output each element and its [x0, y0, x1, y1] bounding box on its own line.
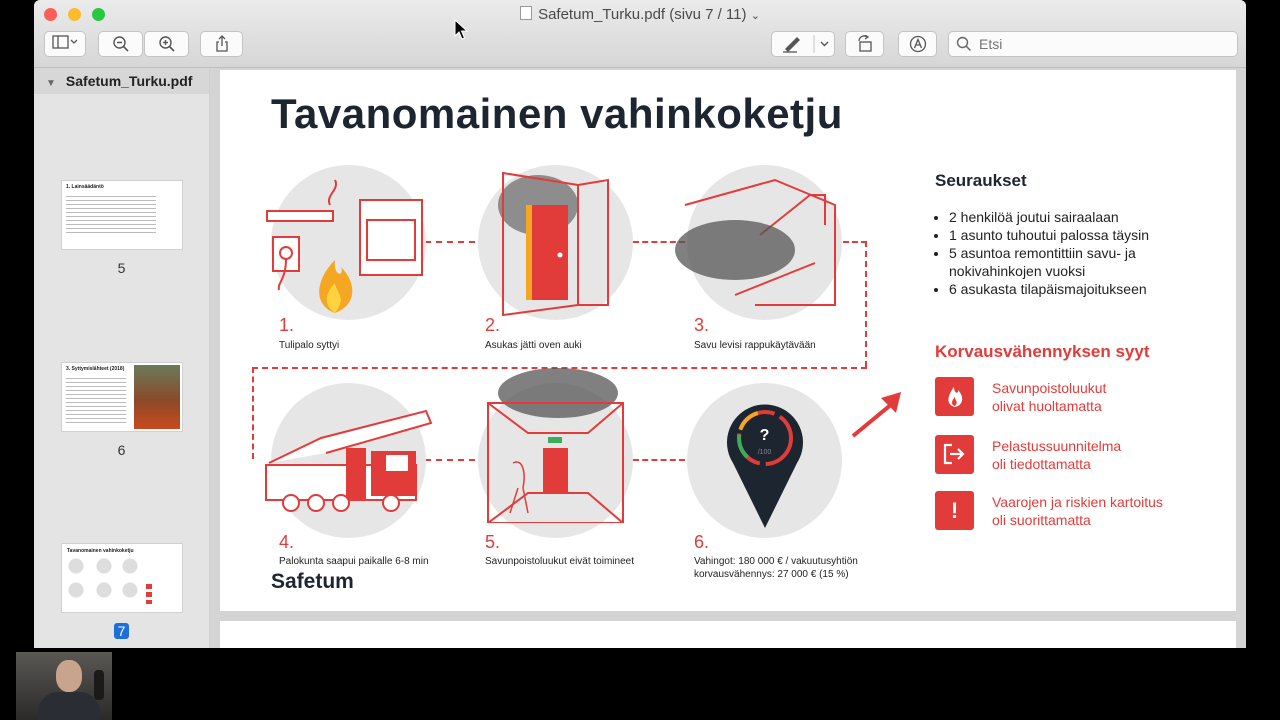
- step-3-illustration: [687, 165, 842, 320]
- thumbnail-text-lines: [66, 375, 126, 425]
- cause-2-line1: Pelastussuunnitelma: [992, 438, 1122, 454]
- step-5-number: 5.: [485, 532, 501, 552]
- sidebar-file-header[interactable]: ▼ Safetum_Turku.pdf: [34, 68, 209, 94]
- rotate-icon: [855, 35, 875, 53]
- thumbnail-heading: 3. Syttymislähteet (2018): [66, 366, 125, 372]
- step-2-illustration: [478, 165, 633, 320]
- thumbnail-photo: [134, 365, 180, 429]
- presenter-head: [56, 660, 82, 692]
- cause-2-line2: oli tiedottamatta: [992, 456, 1091, 472]
- thumbnail-red-markers: [146, 584, 152, 604]
- pen-icon: [775, 35, 831, 53]
- location-pin-icon: [725, 393, 805, 533]
- consequence-item: • 1 asunto tuhoutui palossa täysin: [949, 226, 1149, 244]
- chevron-down-icon: ⌄: [750, 10, 760, 22]
- share-icon: [214, 35, 230, 53]
- zoom-out-icon: [112, 35, 130, 53]
- search-field[interactable]: [948, 31, 1238, 57]
- page-number-6: 6: [117, 442, 126, 458]
- step-2-number: 2.: [485, 315, 501, 335]
- title-bar: [34, 0, 1246, 68]
- page-thumbnail-5[interactable]: [61, 180, 183, 250]
- step-2-label: Asukas jätti oven auki: [485, 340, 582, 351]
- thumbnail-heading: Tavanomainen vahinkoketju: [67, 548, 134, 554]
- fire-scene-icon: [265, 165, 425, 315]
- open-door-icon: [478, 165, 633, 320]
- presenter-mic: [94, 670, 104, 700]
- annotate-button[interactable]: [898, 31, 937, 57]
- connector-left-vertical: [252, 367, 254, 459]
- sidebar-toggle-button[interactable]: [44, 31, 86, 57]
- fire-truck-icon: [261, 393, 456, 513]
- page-thumbnail-7[interactable]: [61, 543, 183, 613]
- causes-heading: Korvausvähennyksen syyt: [935, 342, 1150, 361]
- markup-circle-icon: [908, 35, 928, 53]
- arrow-up-right-icon: [848, 388, 908, 443]
- step-4-number: 4.: [279, 532, 295, 552]
- step-5-label: Savunpoistoluukut eivät toimineet: [485, 556, 634, 567]
- share-button[interactable]: [200, 31, 243, 57]
- zoom-in-button[interactable]: [144, 31, 189, 57]
- preview-window: [34, 0, 1246, 648]
- step-6-number: 6.: [694, 532, 710, 552]
- document-view[interactable]: [210, 68, 1246, 648]
- disclosure-triangle-icon[interactable]: ▼: [46, 78, 56, 89]
- zoom-out-button[interactable]: [98, 31, 143, 57]
- connector-right-vertical: [865, 241, 867, 367]
- window-title[interactable]: Safetum_Turku.pdf (sivu 7 / 11) ⌄: [34, 6, 1246, 23]
- page-number-7-selected: 7: [34, 623, 209, 639]
- cause-item-3: [935, 491, 1205, 531]
- step-6-label-line2: korvausvähennys: 27 000 € (15 %): [694, 569, 849, 580]
- thumbnail-circles: [68, 558, 140, 604]
- cause-3-line1: Vaarojen ja riskien kartoitus: [992, 494, 1163, 510]
- fire-icon: [935, 377, 974, 416]
- exit-icon: [935, 435, 974, 474]
- document-icon: [520, 6, 532, 20]
- markup-toolbar-button[interactable]: [771, 31, 835, 57]
- search-icon: [956, 36, 972, 52]
- webcam-overlay: [16, 652, 112, 720]
- sidebar-icon: [52, 35, 78, 49]
- next-pdf-page: [220, 621, 1236, 648]
- brand-logo: Safetum: [271, 570, 354, 593]
- thumbnail-sidebar: [34, 68, 210, 648]
- consequences-heading: Seuraukset: [935, 171, 1027, 190]
- smoky-corridor-icon: [478, 363, 633, 523]
- search-input[interactable]: [977, 35, 1231, 53]
- thumbnail-heading: 1. Lainsäädäntö: [66, 184, 104, 190]
- pin-question-mark: ?: [759, 427, 770, 444]
- mouse-cursor-icon: [454, 19, 468, 41]
- page-thumbnail-6[interactable]: [61, 362, 183, 432]
- stairwell-smoke-icon: [675, 165, 850, 320]
- zoom-in-icon: [158, 35, 176, 53]
- consequences-list: [935, 208, 1149, 298]
- cause-3-line2: oli suorittamatta: [992, 512, 1091, 528]
- thumbnail-text-lines: [66, 193, 156, 233]
- connector-5-6: [633, 459, 685, 461]
- step-6-label: Vahingot: 180 000 € / vakuutusyhtiön: [694, 556, 858, 567]
- consequence-item: • 6 asukasta tilapäismajoitukseen: [949, 280, 1149, 298]
- page-number-5: 5: [117, 260, 126, 276]
- step-3-label: Savu levisi rappukäytävään: [694, 340, 816, 351]
- exclamation-icon: !: [935, 491, 974, 530]
- step-6-illustration: [687, 383, 842, 538]
- consequence-item: • 5 asuntoa remontittiin savu- ja: [949, 244, 1149, 262]
- consequence-item-continued: nokivahinkojen vuoksi: [949, 263, 1086, 279]
- connector-1-2: [425, 241, 475, 243]
- rotate-button[interactable]: [845, 31, 884, 57]
- cause-1-line2: olivat huoltamatta: [992, 398, 1102, 414]
- step-1-label: Tulipalo syttyi: [279, 340, 340, 351]
- slide-title: Tavanomainen vahinkoketju: [271, 90, 843, 137]
- pdf-page: [220, 70, 1236, 611]
- presenter-body: [38, 692, 100, 720]
- consequence-item: • 2 henkilöä joutui sairaalaan: [949, 208, 1149, 226]
- step-1-illustration: [271, 165, 426, 320]
- step-4-illustration: [271, 383, 426, 538]
- step-5-illustration: [478, 383, 633, 538]
- step-4-label: Palokunta saapui paikalle 6-8 min: [279, 556, 429, 567]
- cause-item-2: [935, 435, 1205, 475]
- pin-score: /100: [757, 449, 772, 456]
- cause-item-1: [935, 377, 1205, 417]
- step-1-number: 1.: [279, 315, 295, 335]
- step-3-number: 3.: [694, 315, 710, 335]
- cause-1-line1: Savunpoistoluukut: [992, 380, 1107, 396]
